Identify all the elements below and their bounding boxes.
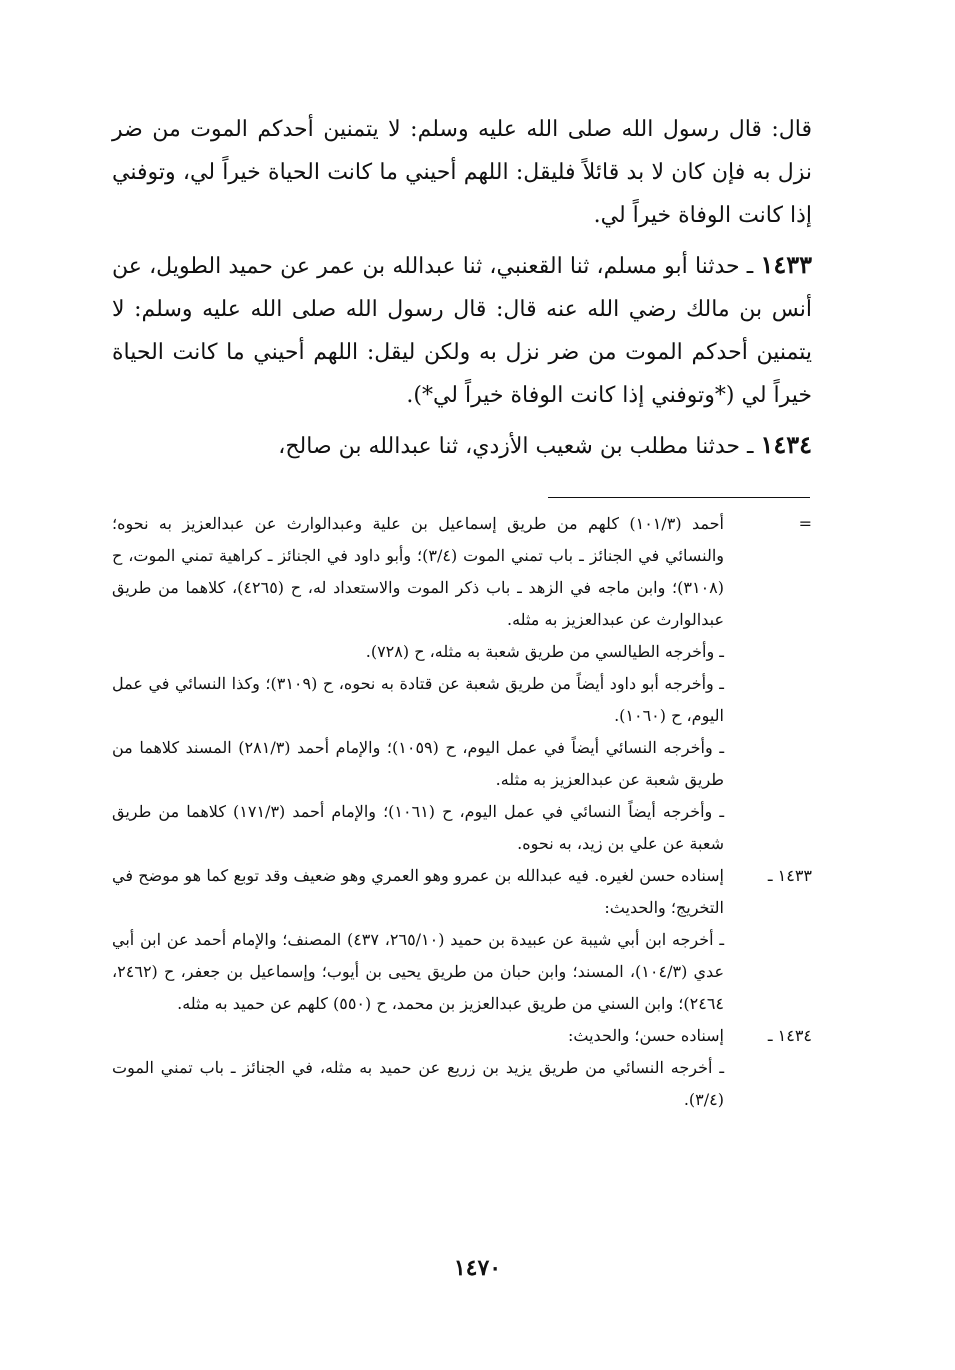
main-text — [112, 108, 812, 474]
hadith-number: ١٤٣٤ — [760, 430, 812, 459]
footnote-separator — [548, 497, 810, 498]
main-paragraph — [112, 108, 812, 237]
footnote-paragraph: ـ وأخرجه أيضاً النسائي في عمل اليوم، ح (١٠٦١)؛ والإمام أحمد (١٧١/٣) كلاهما من طريق شعبة عن علي بن زيد، به نحوه. — [112, 802, 725, 853]
footnote-1433 — [112, 860, 812, 1020]
footnote-paragraph: ـ وأخرجه الطيالسي من طريق شعبة به مثله، ح (٧٢٨). — [365, 642, 724, 661]
hadith-text: ـ حدثنا مطلب بن شعيب الأزدي، ثنا عبدالله بن صالح، — [278, 434, 761, 459]
hadith-1434 — [112, 423, 812, 468]
footnote-body — [112, 508, 724, 860]
footnote-paragraph: أحمد (١٠١/٣) كلهم من طريق إسماعيل بن علية وعبدالوارث عن عبدالعزيز به نحوه؛ والنسائي في الجنائز ـ باب تمني الموت (٣/٤)؛ وأبو داود في الجنائز ـ كراهية تمني الموت، ح (٣١٠٨)؛ وابن ماجه في الزهد ـ باب ذكر الموت والاستعداد له، ح (٤٢٦٥)، كلاهما من طريق عبدالوارث عن عبدالعزيز به مثله. — [112, 514, 725, 629]
footnote-paragraph: ـ وأخرجه النسائي أيضاً في عمل اليوم، ح (١٠٥٩)؛ والإمام أحمد (٢٨١/٣) المسند كلاهما من طريق شعبة عن عبدالعزيز به مثله. — [112, 738, 725, 789]
page-number: ١٤٧٠ — [453, 1255, 502, 1281]
footnote-1434 — [112, 1020, 812, 1116]
footnote-continuation — [112, 508, 812, 860]
footnote-body — [112, 1020, 724, 1116]
hadith-text: ـ حدثنا أبو مسلم، ثنا القعنبي، ثنا عبدالله بن عمر عن حميد الطويل، عن أنس بن مالك رضي الله عنه قال: قال رسول الله صلى الله عليه وسلم: لا يتمنين أحدكم الموت من ضر نزل به ولكن ليقل: اللهم أحيني ما كانت الحياة خيراً لي (*وتوفني إذا كانت الوفاة خيراً لي*). — [112, 254, 812, 408]
footnote-label: ١٤٣٣ ـ — [767, 866, 812, 885]
footnote-paragraph: ـ أخرجه النسائي من طريق يزيد بن زريع عن حميد به مثله، في الجنائز ـ باب تمني الموت (٣/٤). — [112, 1058, 724, 1109]
footnote-body — [112, 860, 724, 1020]
footnote-paragraph: إسناده حسن لغيره. فيه عبدالله بن عمرو وهو العمري وهو ضعيف وقد توبع كما هو موضح في التخريج؛ والحديث: — [112, 866, 724, 917]
footnote-label: = — [798, 514, 812, 533]
footnote-paragraph: ـ وأخرجه أبو داود أيضاً من طريق شعبة عن قتادة به نحوه، ح (٣١٠٩)؛ وكذا النسائي في عمل اليوم، ح (١٠٦٠). — [112, 674, 724, 725]
footnote-paragraph: إسناده حسن؛ والحديث: — [568, 1026, 724, 1045]
main-paragraph-text: قال: قال رسول الله صلى الله عليه وسلم: لا يتمنين أحدكم الموت من ضر نزل به فإن كان لا بد قائلاً فليقل: اللهم أحيني ما كانت الحياة خيراً لي، وتوفني إذا كانت الوفاة خيراً لي. — [112, 117, 812, 228]
footnote-label: ١٤٣٤ ـ — [767, 1026, 812, 1045]
hadith-number: ١٤٣٣ — [760, 250, 812, 279]
footnote-paragraph: ـ أخرجه ابن أبي شيبة عن عبيدة بن حميد (٢٦٥/١٠، ٤٣٧) المصنف؛ والإمام أحمد عن ابن أبي عدي (١٠٤/٣)، المسند؛ وابن حبان من طريق يحيى بن أيوب؛ وإسماعيل بن جعفر، ح (٢٤٦٢، ٢٤٦٤)؛ وابن السني من طريق عبدالعزيز بن محمد، ح (٥٥٠) كلهم عن حميد به مثله. — [112, 930, 724, 1013]
footnotes — [112, 508, 812, 1116]
hadith-1433 — [112, 243, 812, 417]
